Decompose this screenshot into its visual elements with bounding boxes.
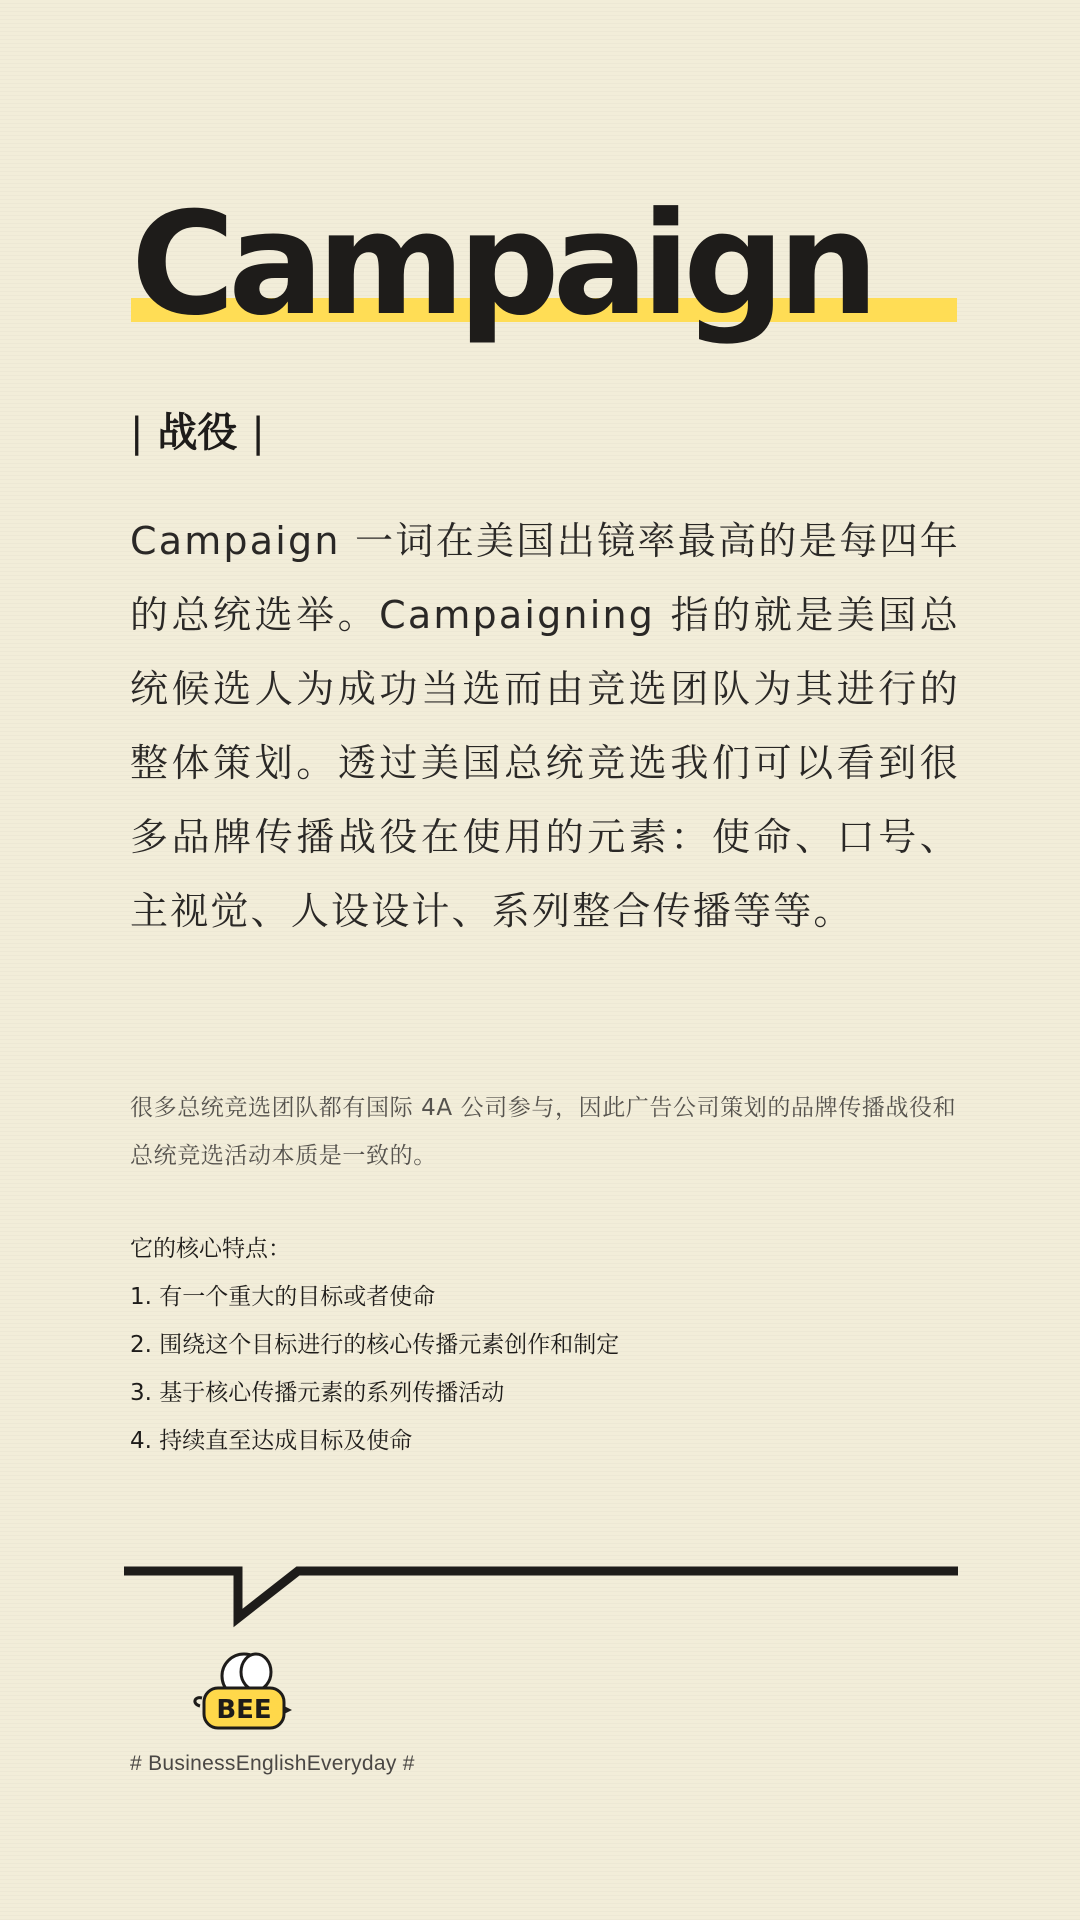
main-paragraph: Campaign 一词在美国出镜率最高的是每四年的总统选举。Campaigning 指的就是美国总统候选人为成功当选而由竞选团队为其进行的整体策划。透过美国总统竞选我们可以看到很多品牌传播战役在使用的元素：使命、口号、主视觉、人设设计、系列整合传播等等。	[130, 519, 960, 933]
hashtag: # BusinessEnglishEveryday #	[130, 1752, 415, 1775]
features-section	[130, 1225, 960, 1465]
note-paragraph: 很多总统竞选团队都有国际 4A 公司参与，因此广告公司策划的品牌传播战役和总统竞选活动本质是一致的。	[130, 1095, 957, 1169]
subtitle-bar-left: |	[130, 410, 144, 456]
list-item: 3. 基于核心传播元素的系列传播活动	[130, 1380, 505, 1406]
subtitle-text: 战役	[157, 410, 238, 456]
list-item: 1. 有一个重大的目标或者使命	[130, 1284, 436, 1310]
page-title: Campaign	[131, 182, 872, 347]
list-item: 2. 围绕这个目标进行的核心传播元素创作和制定	[130, 1332, 620, 1358]
list-item: 4. 持续直至达成目标及使命	[130, 1428, 413, 1454]
title-block	[131, 180, 957, 350]
subtitle	[130, 405, 265, 461]
features-list	[130, 1273, 960, 1465]
subtitle-bar-right: |	[251, 410, 265, 456]
bee-mascot-icon	[186, 1650, 296, 1740]
speech-bubble-divider	[122, 1560, 960, 1630]
features-title: 它的核心特点：	[130, 1236, 291, 1262]
logo-text: BEE	[216, 1695, 272, 1725]
